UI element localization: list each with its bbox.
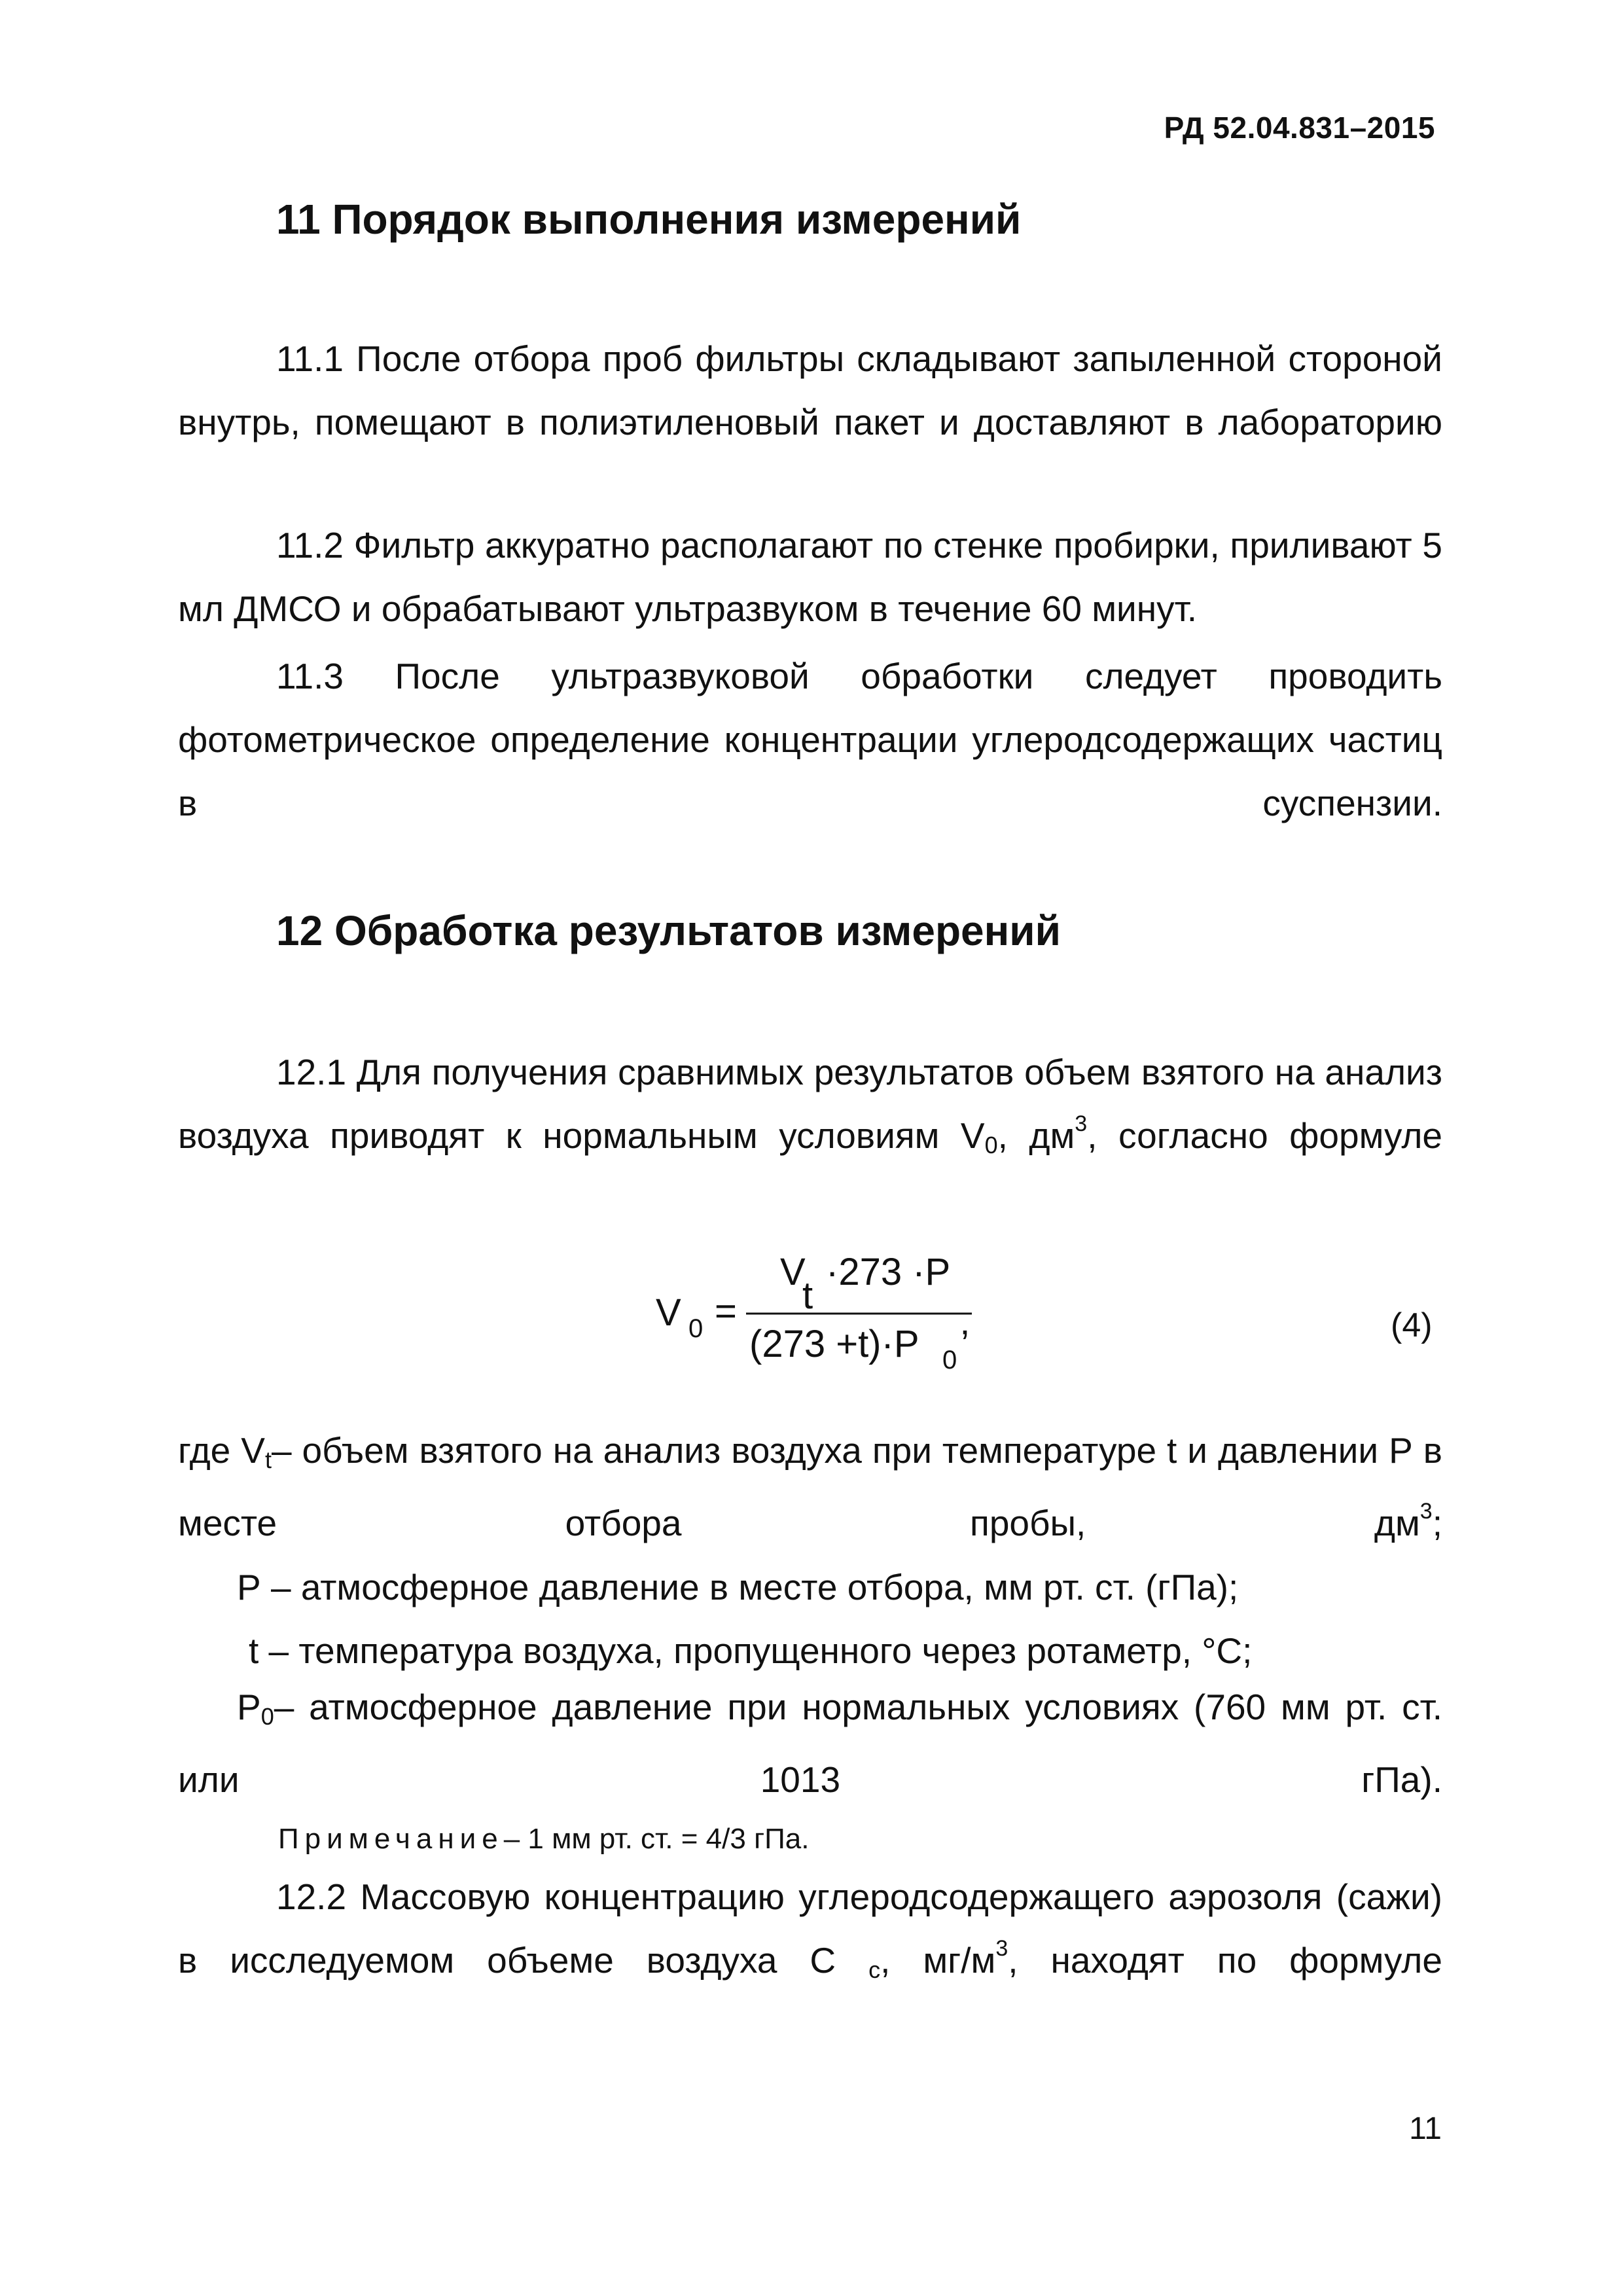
definition-p0-symbol: Р <box>237 1687 261 1727</box>
unit-mg-m-exponent: 3 <box>995 1936 1008 1961</box>
paragraph-11-1 <box>178 327 1442 454</box>
definition-p0-text: – атмосферное давление при нормальных условиях (760 мм рт. ст. или 1013 гПа). <box>178 1687 1442 1800</box>
section-12-title: 12 Обработка результатов измерений <box>276 907 1061 954</box>
formula-number: (4) <box>1391 1306 1433 1344</box>
formula-numerator-v: V <box>780 1251 806 1293</box>
formula-lhs: V <box>656 1291 681 1334</box>
section-11-title: 11 Порядок выполнения измерений <box>276 196 1022 243</box>
definition-vt-symbol: где V <box>178 1430 265 1471</box>
definition-vt <box>178 1419 1442 1555</box>
paragraph-12-1 <box>178 1041 1442 1177</box>
unit-exponent: 3 <box>1075 1111 1088 1136</box>
definition-vt-text: – объем взятого на анализ воздуха при температуре t и давлении Р в месте отбора пробы, дм <box>178 1430 1442 1543</box>
paragraph-11-3 <box>178 645 1442 835</box>
formula-denominator-subscript: 0 <box>942 1346 957 1374</box>
paragraph-12-1-text: 12.1 Для получения сравнимых результатов объем взятого на анализ воздуха приводят к нормальным условиям V <box>178 1052 1442 1156</box>
unit-mg-m: , мг/м <box>880 1940 996 1981</box>
unit-dm: , дм <box>997 1115 1075 1156</box>
formula-numerator-rest: ·273 ·P <box>826 1251 951 1293</box>
paragraph-12-2-text: 12.2 Массовую концентрацию углеродсодержащего аэрозоля (сажи) в исследуемом объеме воздуха С <box>178 1876 1442 1981</box>
paragraph-11-3-text: 11.3 После ультразвуковой обработки следует проводить фотометрическое определение концентрации углеродсодержащих частиц в суспензии. <box>178 656 1442 823</box>
paragraph-12-2 <box>178 1865 1442 2001</box>
definition-p0 <box>178 1676 1442 1812</box>
definition-vt-subscript: t <box>264 1446 272 1473</box>
formula-comma: ’ <box>961 1323 969 1365</box>
note-text: – 1 мм рт. ст. = 4/3 гПа. <box>503 1823 810 1855</box>
page-number: 11 <box>1409 2111 1442 2146</box>
definition-p: Р – атмосферное давление в месте отбора, мм рт. ст. (гПа); <box>237 1567 1239 1607</box>
paragraph-11-2-text: 11.2 Фильтр аккуратно располагают по стенке пробирки, приливают 5 мл ДМСО и обрабатывают ультразвуком в течение 60 минут. <box>178 525 1442 629</box>
paragraph-12-2-end: , находят по формуле <box>1008 1940 1442 1981</box>
v0-subscript: 0 <box>984 1132 998 1158</box>
formula-4 <box>628 1240 1021 1397</box>
formula-numerator-subscript: t <box>802 1274 813 1317</box>
note <box>278 1823 809 1856</box>
definition-p0-subscript: 0 <box>260 1703 274 1730</box>
paragraph-11-1-text: 11.1 После отбора проб фильтры складывают запыленной стороной внутрь, помещают в полиэтиленовый пакет и доставляют в лабораторию <box>178 338 1442 442</box>
document-code: РД 52.04.831–2015 <box>1164 111 1435 145</box>
paragraph-12-1-end: , согласно формуле <box>1087 1115 1442 1156</box>
cc-subscript: с <box>868 1956 881 1983</box>
formula-lhs-subscript: 0 <box>688 1314 704 1343</box>
note-label: Примечание <box>278 1823 504 1855</box>
paragraph-11-2 <box>178 514 1442 641</box>
formula-equals: = <box>715 1290 737 1333</box>
definition-vt-end: ; <box>1432 1503 1442 1543</box>
formula-denominator: (273 +t)·P <box>749 1323 919 1365</box>
definition-t: t – температура воздуха, пропущенного через ротаметр, °С; <box>249 1630 1253 1671</box>
definition-vt-exponent: 3 <box>1419 1499 1433 1524</box>
